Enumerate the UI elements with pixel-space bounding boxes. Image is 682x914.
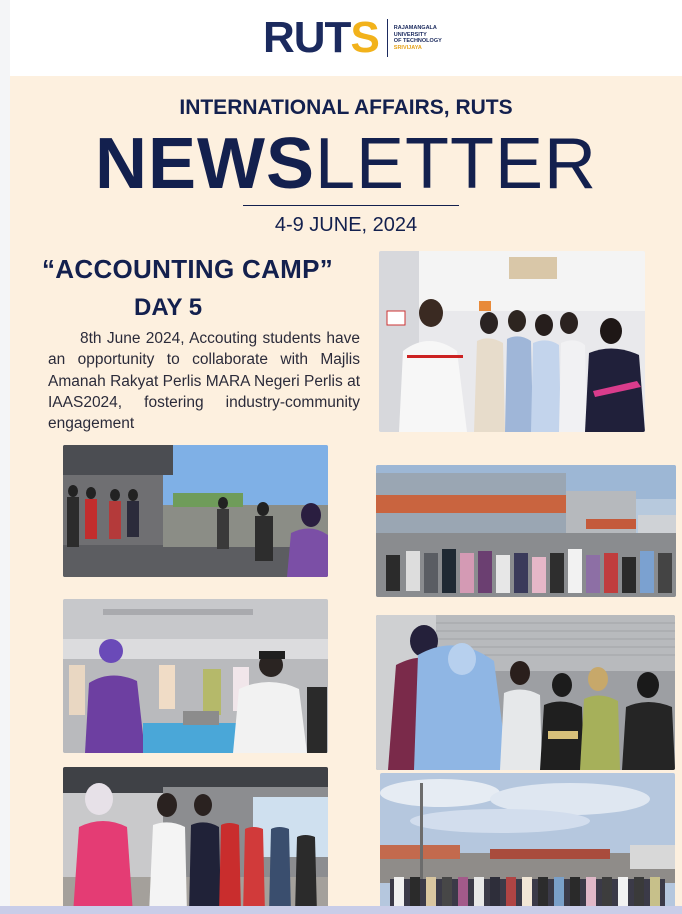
photo-scale-demonstration-lab xyxy=(63,599,328,753)
newsletter-kicker: INTERNATIONAL AFFAIRS, RUTS xyxy=(179,96,513,119)
photo-crowd-at-campus-street xyxy=(376,465,676,597)
ruts-logo xyxy=(263,14,442,62)
logo-wordmark: RUTS xyxy=(263,13,379,62)
article-heading: “ACCOUNTING CAMP” xyxy=(42,254,334,284)
photo-students-lined-corridor xyxy=(63,767,328,914)
logo-university-name: RAJAMANGALA UNIVERSITY OF TECHNOLOGY SRIVIJAYA xyxy=(393,25,442,51)
newsletter-title: NEWSLETTER xyxy=(94,124,598,204)
newsletter-date: 4-9 JUNE, 2024 xyxy=(274,214,418,236)
logo-divider xyxy=(387,19,388,57)
article-subheading: DAY 5 xyxy=(134,294,203,321)
title-divider xyxy=(243,205,459,206)
photo-group-outside-building xyxy=(63,445,328,577)
header xyxy=(10,0,682,76)
article-body: 8th June 2024, Accouting students have an opportunity to collaborate with Majlis Amanah Rakyat Perlis MARA Negeri Perlis at IAAS2024, fostering industry-community engagement xyxy=(48,330,360,433)
newsletter-page xyxy=(10,0,682,914)
photo-students-in-lab-hallway xyxy=(379,251,645,432)
photo-group-photo-outdoors xyxy=(380,773,675,914)
bottom-edge xyxy=(0,906,682,914)
photo-students-in-workshop xyxy=(376,615,675,770)
